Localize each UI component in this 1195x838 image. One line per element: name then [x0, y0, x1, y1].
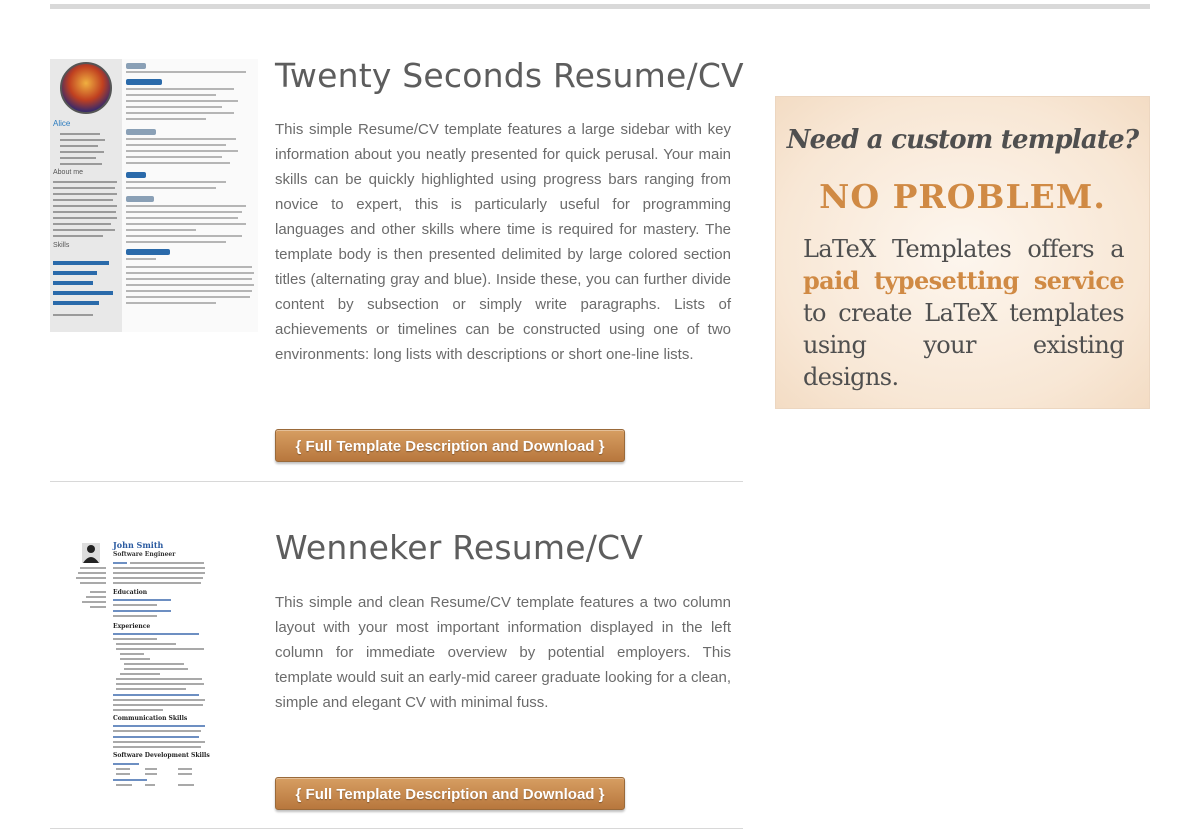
wenneker-thumbnail[interactable] — [50, 537, 258, 802]
download-button[interactable]: { Full Template Description and Download } — [275, 777, 625, 810]
template-description: This simple and clean Resume/CV template features a two column layout with your most important information displayed in the left column for immediate overview by potential employers. This template would suit an early-mid career graduate looking for a clean, simple and elegant CV with minimal fuss. — [275, 594, 731, 711]
thumbnail-about-heading: About me — [53, 169, 83, 176]
ad-body-end: to create LaTeX templates using your existing designs. — [803, 299, 1124, 391]
avatar-image — [82, 543, 100, 563]
entry-divider — [50, 828, 743, 829]
thumbnail-software-heading: Software Development Skills — [113, 752, 210, 759]
thumbnail-communication-heading: Communication Skills — [113, 715, 188, 722]
ad-question: Need a custom template? — [786, 125, 1139, 155]
ad-body-highlight: paid typesetting service — [803, 266, 1124, 295]
thumbnail-skills-heading: Skills — [53, 242, 70, 249]
ad-body — [803, 233, 1124, 393]
template-title[interactable]: Twenty Seconds Resume/CV — [275, 56, 744, 95]
template-description: This simple Resume/CV template features a large sidebar with key information about you neatly presented for quick perusal. Your main skills can be quickly highlighted using progress bars ranging from novice to expert, this is particularly useful for programming languages and other skills where time is required for mastery. The template body is then presented delimited by large colored section titles (alternating gray and blue). Inside these, you can further divide content by subsection or simply write paragraphs. Lists of achievements or timelines can be constructed using one of two environments: long lists with descriptions or short one-line lists. — [275, 121, 731, 363]
thumbnail-experience-heading: Experience — [113, 623, 151, 630]
template-title[interactable]: Wenneker Resume/CV — [275, 528, 644, 567]
thumbnail-subtitle: Software Engineer — [113, 551, 176, 558]
download-button[interactable]: { Full Template Description and Download } — [275, 429, 625, 462]
thumbnail-name: Alice — [53, 119, 71, 128]
template-entry-wenneker — [50, 0, 743, 830]
custom-template-ad[interactable] — [775, 96, 1150, 409]
thumbnail-education-heading: Education — [113, 589, 148, 596]
thumbnail-name: John Smith — [113, 540, 164, 550]
ad-body-start: LaTeX Templates offers a — [803, 235, 1124, 263]
ad-headline: NO PROBLEM. — [819, 177, 1106, 216]
